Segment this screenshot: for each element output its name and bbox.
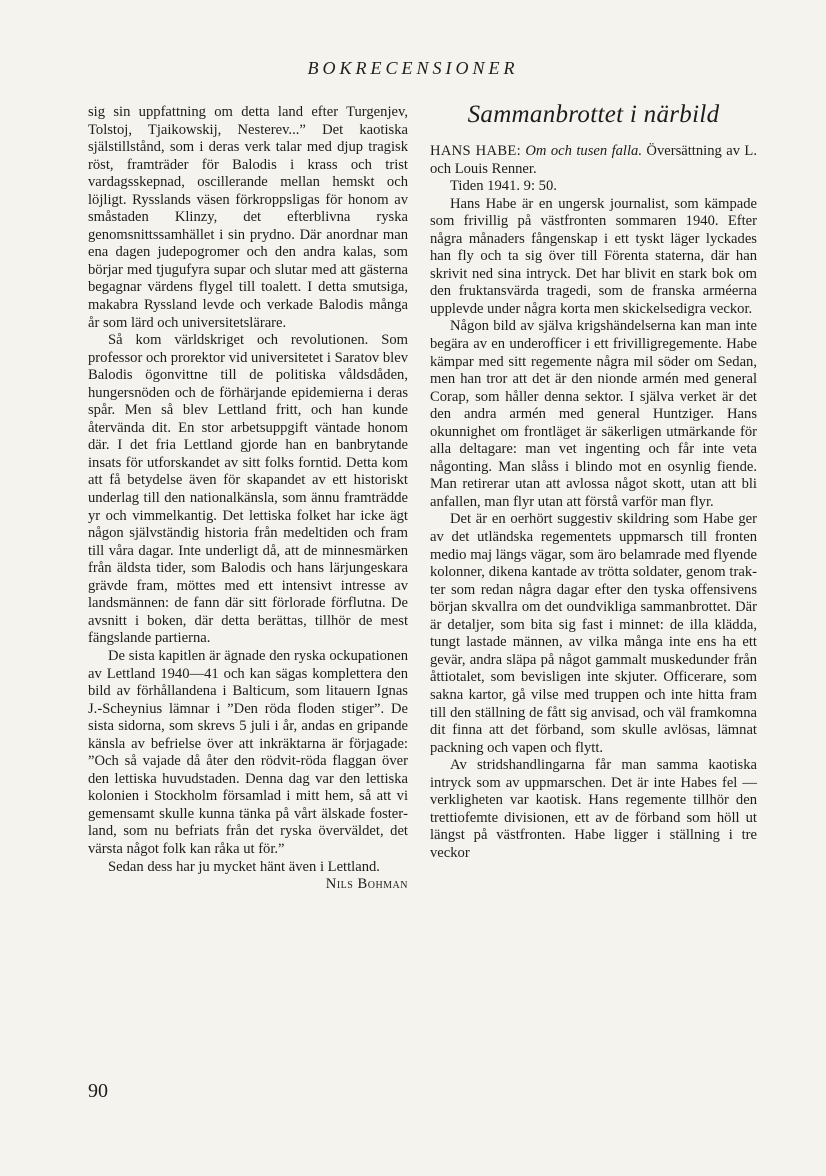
bib-translation: Översättning av L. och Louis Renner. [430, 143, 757, 177]
right-paragraph-2: Någon bild av själva krigshändelserna kan man inte begära av en underofficer i ett frivilligregemente. Habe kämpar med sitt regemente några mil söder om Sedan, men han tror att det är den nionde armén med general Corap, som håller denna sektor. I själva verket är det den andra armén med general Huntziger. Hans okunnighet om frontläget är säkerligen utmärkande för alla deltagare: man vet ingenting och får inte veta någonting. Man slåss i blindo mot en osynlig fiende. Man retirerar utan att avlossa något skott, utan att bli anfallen, man flyr utan att förstå varför man flyr. [430, 318, 757, 510]
article-title: Sammanbrottet i närbild [467, 101, 720, 128]
closing-line: Sedan dess har ju mycket hänt även i Lettland. [108, 858, 380, 875]
left-column [88, 104, 408, 894]
reviewer-signature: Nils Bohman [325, 876, 408, 893]
left-paragraph-2: Så kom världskriget och revolutionen. Som professor och prorektor vid universitetet i Saratov blev Balodis ögonvittne till de politiska våldsdåden, hungersnöden och de förhärjande epidemierna i deras spår. Men så blev Lettland fritt, och han kunde återvända dit. En stor arbetsuppgift väntade honom där. I det fria Lettland gjorde han en banbrytande insats för utforskandet av sitt folks forntid. Detta kom att få betydelse även för skapandet av ett historiskt underlag till den nationalkänsla, som ännu framträdde yr och vimmelkantig. Det lettiska folket har icke ägt någon självständig historia från medeltiden och fram till våra dagar. Inte underligt då, att de minnesmärken från äldsta tider, som Balodis och hans lärjungeskara grävde fram, möttes med ett intensivt intresse av landsmännen: de fann där sitt förlorade förflutna. De avsnitt i boken, där detta berättas, tillhör de mest fängslande partierna. [88, 332, 408, 647]
page-number: 90 [88, 1080, 108, 1102]
right-column [430, 99, 757, 862]
bib-publisher: Tiden 1941. 9: 50. [450, 178, 557, 195]
bib-book-title: Om och tusen falla. [525, 143, 642, 159]
right-paragraph-1: Hans Habe är en ungersk journalist, som kämpade som frivillig på västfronten sommaren 1940. Efter några månaders fångenskap i ett tyskt läger lyckades han fly och ta sig över till Förenta staterna, där han skrivit ned sina intryck. Det har blivit en stark bok om den fruktansvärda tragedi, som de franska arméerna upplevde under några korta men skickelsedigra veckor. [430, 195, 757, 317]
bib-author: HANS HABE: [430, 143, 521, 159]
left-paragraph-3: De sista kapitlen är ägnade den ryska ockupationen av Lettland 1940—41 och kan sägas komplettera den bild av förhållandena i Balticum, som litauern Ignas J.-Scheynius lämnar i ”Den röda floden stiger”. De sista sidorna, som skrevs 5 juli i år, andas en gripande känsla av befrielse över att inkräktarna är förjagade: ”Och så vajade då åter den rödvit-röda flaggan över den lettiska huvudstaden. Denna dag var den lettiska kolonien i Stockholm församlad i mitt hem, så att vi gemensamt skulle kunna tänka på vårt älskade fosterland, som nu befriats från det ryska överväldet, det värsta något folk kan råka ut för.” [88, 647, 408, 857]
right-paragraph-3: Det är en oerhört suggestiv skildring som Habe ger av det utländska regementets uppmarsch till fronten medio maj längs vägar, som äro belamrade med flyende kolonner, dikena kantade av trötta soldater, genom trakter som redan några dagar efter den tyska offensivens början skvallra om det oundvikliga sammanbrottet. Där är detaljer, som bita sig fast i minnet: de illa klädda, tungt lastade männen, av vilka många inte ens ha ett gevär, andra släpa på något gammalt muskedunder från åttiotalet, som bevisligen inte skjuter. Officerare, som sakna kartor, gå vilse med truppen och inte hitta fram till den ställning de fått sig anvisad, och väl framkomna dit finna att det förband, som skulle avlösas, lämnat packning och vapen och flytt. [430, 511, 757, 756]
right-paragraph-4: Av stridshandlingarna får man samma kaotiska intryck som av uppmarschen. Det är inte Habes fel — verkligheten var kaotisk. Hans regemente tillhör den trettiofemte divisionen, ett av de förband som höll ut längst på västfronten. Habe ligger i ställning i tre veckor [430, 757, 757, 861]
left-paragraph-4 [88, 858, 408, 893]
running-header: BOKRECENSIONER [307, 58, 519, 78]
bibliographic-entry [430, 143, 757, 196]
left-paragraph-1: sig sin uppfattning om detta land efter Turgenjev, Tolstoj, Tjaikowskij, Nesterev...” Det kaotiska själstillstånd, som i deras verk talar med djup tragisk röst, framträder för Balodis i krass och trist vardagsskepnad, oscillerande mellan hemskt och löjligt. Rysslands väsen förkroppsligas för honom av småstaden Klinzy, det efterblivna ryska genomsnittssamhället i sin prydno. Där anordnar man ena dagen judepogromer och den andra kalas, som börjar med tjugufyra supar och slutar med att gästerna begagnar värdens flygel till toalett. I detta smutsiga, makabra Ryssland levde och verkade Balodis många år som lärd och universitetslärare. [88, 104, 408, 331]
